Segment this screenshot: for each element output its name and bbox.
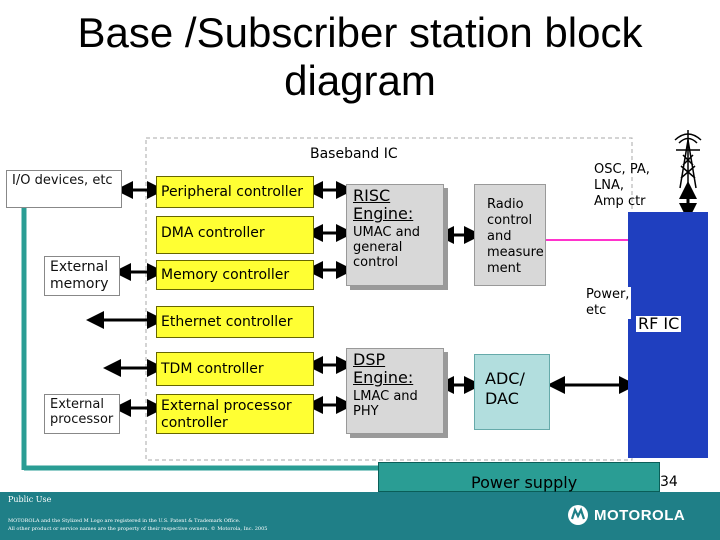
dsp-engine-title: DSP Engine:: [353, 350, 414, 387]
adc-dac-label: ADC/ DAC: [485, 369, 525, 408]
power-etc-label: Power, etc: [586, 287, 630, 318]
memory-controller: Memory controller: [156, 260, 314, 290]
antenna-tower-icon: [675, 130, 701, 188]
baseband-ic-label: Baseband IC: [310, 146, 398, 162]
rf-ic-label: RF IC: [638, 314, 680, 333]
title-line-1: Base /Subscriber station block: [77, 9, 643, 56]
io-devices-box: I/O devices, etc: [6, 170, 122, 208]
adc-dac-block: [474, 354, 550, 430]
dma-controller: DMA controller: [156, 216, 314, 254]
footer-page-number: 34: [660, 474, 678, 490]
tdm-controller: TDM controller: [156, 352, 314, 386]
dsp-engine-description: LMAC and PHY: [353, 389, 418, 419]
risc-engine-block: [346, 184, 444, 286]
risc-engine-description: UMAC and general control: [353, 225, 421, 270]
risc-engine-title: RISC Engine:: [353, 186, 414, 223]
dsp-engine-block: [346, 348, 444, 434]
external-processor-controller: External processor controller: [156, 394, 314, 434]
radio-control-block: [474, 184, 546, 286]
title-line-2: diagram: [284, 57, 436, 104]
footer-legal-2: All other product or service names are the property of their respective owners. © Motorola, Inc. 2005: [8, 526, 268, 532]
external-memory-box: External memory: [44, 256, 120, 296]
radio-control-label: Radio control and measure ment: [487, 197, 544, 276]
power-supply-label: Power supply: [471, 473, 578, 492]
footer-legal-1: MOTOROLA and the Stylized M Logo are registered in the U.S. Patent & Trademark Office.: [8, 518, 241, 524]
osc-pa-lna-label: OSC, PA, LNA, Amp ctr: [594, 162, 650, 209]
ethernet-controller: Ethernet controller: [156, 306, 314, 338]
external-processor-box: External processor: [44, 394, 120, 434]
power-supply-block: [378, 462, 660, 492]
footer-public-use: Public Use: [8, 495, 52, 504]
peripheral-controller: Peripheral controller: [156, 176, 314, 208]
footer-brand: MOTOROLA: [594, 507, 686, 524]
motorola-logo-icon: [568, 505, 588, 525]
